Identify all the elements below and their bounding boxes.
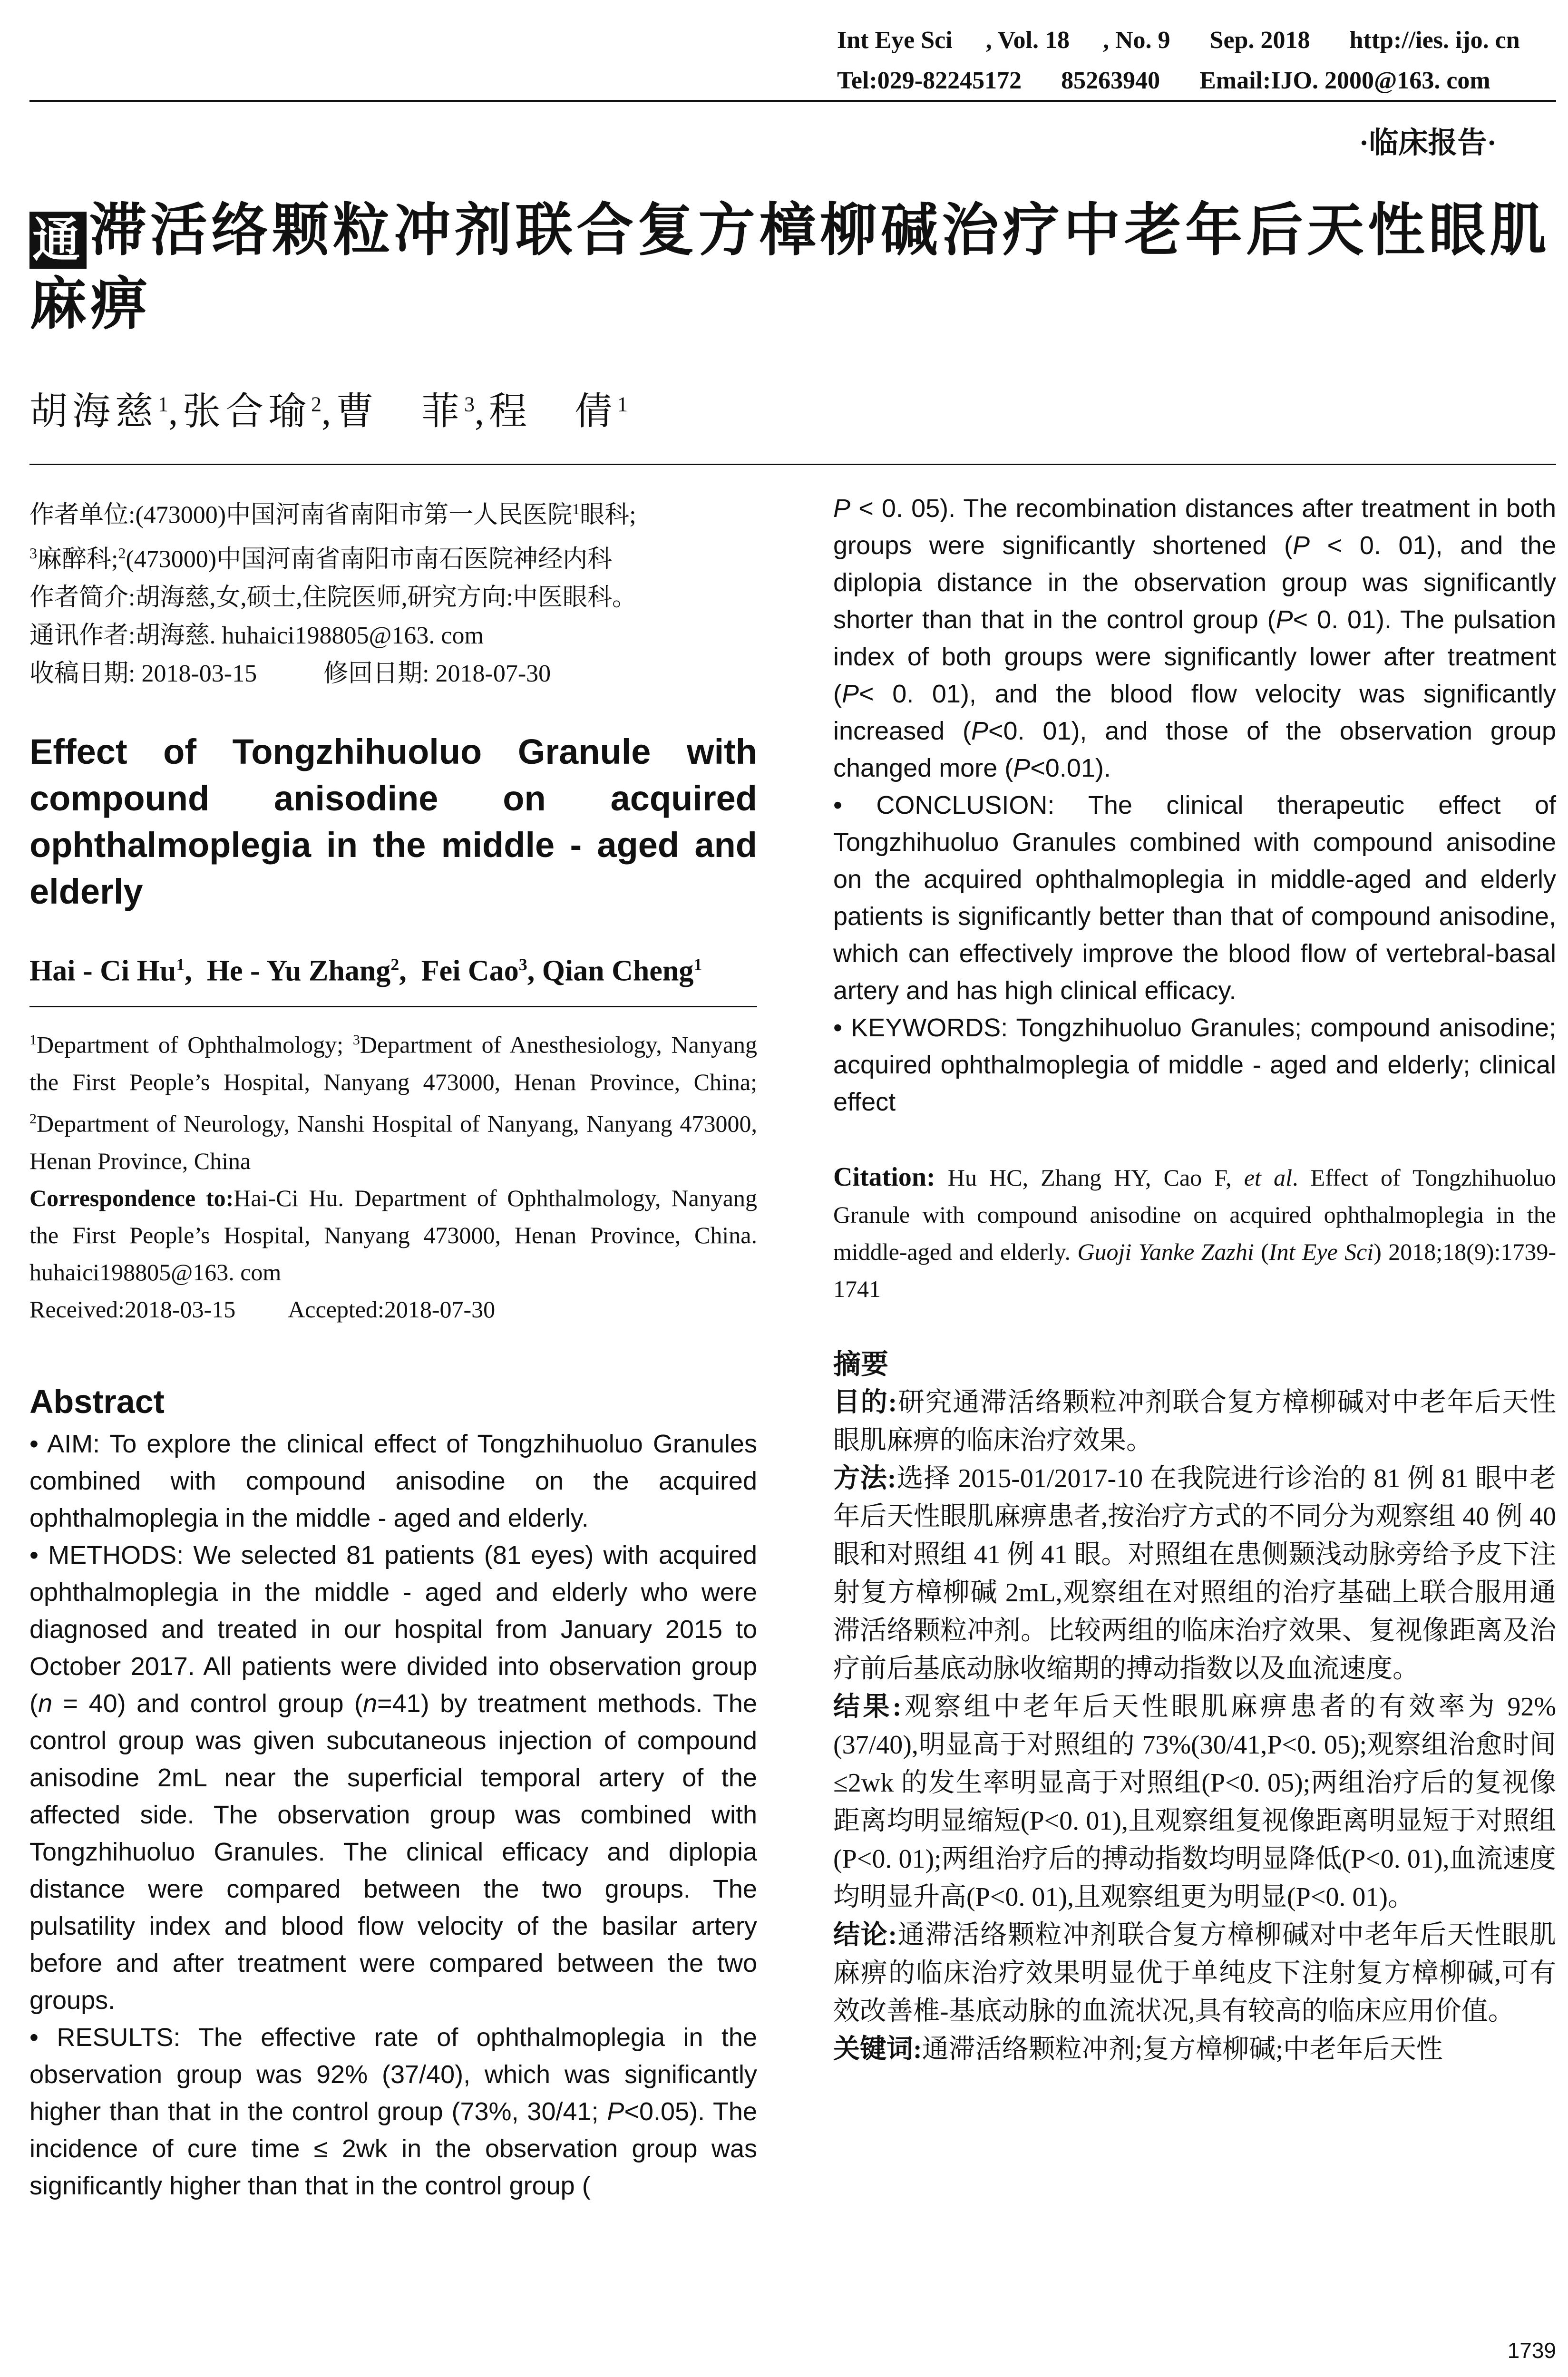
journal-header-line2 xyxy=(837,67,1555,95)
english-dates: Received:2018-03-15 Accepted:2018-07-30 xyxy=(29,1296,496,1323)
abstract-cn-aim: 目的:研究通滞活络颗粒冲剂联合复方樟柳碱对中老年后天性眼肌麻痹的临床治疗效果。 xyxy=(833,1388,1556,1455)
abstract-cn-keywords: 关键词:通滞活络颗粒冲剂;复方樟柳碱;中老年后天性 xyxy=(833,2035,1443,2064)
abstract-results-continued: P < 0. 05). The recombination distances after treatment in both groups were significantly shortened (P < 0. 01), and the diplopia distance in the observation group was significantly shorter than that in the control group (P< 0. 01). The pulsation index of both groups were significantly lower after treatment (P< 0. 01), and the blood flow velocity was significantly increased (P<0. 01), and those of the observation group changed more (P<0.01). xyxy=(833,494,1556,782)
abstract-aim: • AIM: To explore the clinical effect of Tongzhihuoluo Granules combined with compound anisodine on the acquired ophthalmoplegia in the middle - aged and elderly. xyxy=(29,1429,757,1532)
journal-url[interactable]: http://ies. ijo. cn xyxy=(1349,27,1520,54)
abstract-cn-heading: 摘要 xyxy=(833,1349,889,1380)
affiliation-rule xyxy=(29,1006,757,1007)
author-cn: 曹 菲 xyxy=(336,391,464,433)
abstract-results: • RESULTS: The effective rate of ophthalmoplegia in the observation group was 92% (37/40), which was significantly higher than that in the control group (73%, 30/41; P<0.05). The incidence of cure time ≤ 2wk in the observation group was significantly higher than that in the control group ( xyxy=(29,2023,757,2200)
abstract-conclusion: • CONCLUSION: The clinical therapeutic effect of Tongzhihuoluo Granules combined with compound anisodine on the acquired ophthalmoplegia in middle-aged and elderly patients is significantly better than that of compound anisodine, which can effectively improve the blood flow of vertebral-basal artery and has high clinical efficacy. xyxy=(833,791,1556,1005)
abstract-heading: Abstract xyxy=(29,1383,165,1420)
english-title: Effect of Tongzhihuoluo Granule with compound anisodine on acquired ophthalmoplegia in the middle - aged and elderly xyxy=(29,731,757,911)
abstract-cn-results: 结果:观察组中老年后天性眼肌麻痹患者的有效率为 92%(37/40),明显高于对照组的 73%(30/41,P<0. 05);观察组治愈时间≤2wk 的发生率明显高于对照组(P<0. 05);两组治疗后的复视像距离均明显缩短(P<0. 01),且观察组复视像距离明显短于对照组(P<0. 01);两组治疗后的搏动指数均明显降低(P<0. 01),血流速度均明显升高(P<0. 01),且观察组更为明显(P<0. 01)。 xyxy=(833,1692,1556,1912)
english-affiliations: $^1$Department of Ophthalmology; $^3$Department of Anesthesiology, Nanyang the First People’s Hospital, Nanyang 473000, Henan Province, China; $^2$Department of Neurology, Nanshi Hospital of Nanyang, Nanyang 473000, Henan Province, China xyxy=(29,1031,758,1174)
section-label: ·临床报告· xyxy=(1359,127,1497,159)
left-column xyxy=(29,490,757,2204)
abstract-cn-conclusion: 结论:通滞活络颗粒冲剂联合复方樟柳碱对中老年后天性眼肌麻痹的临床治疗效果明显优于单纯皮下注射复方樟柳碱,可有效改善椎-基底动脉的血流状况,具有较高的临床应用价值。 xyxy=(833,1920,1556,2026)
authors-cn: 胡海慈$^1$,张合瑜$^2$,曹 菲$^3$,程 倩$^1$ xyxy=(29,391,628,433)
page-number: 1739 xyxy=(1507,2338,1556,2363)
journal-name: Int Eye Sci , Vol. 18 , No. 9 Sep. 2018 xyxy=(837,27,1310,54)
dates-cn: 收稿日期: 2018-03-15 修回日期: 2018-07-30 xyxy=(29,660,551,687)
author-cn: 程 倩 xyxy=(489,391,617,433)
journal-tel2: 85263940 xyxy=(1061,67,1160,94)
affiliation-cn-line2: $^3$麻醉科;$^2$(473000)中国河南省南阳市南石医院神经内科 xyxy=(29,545,613,573)
article-title xyxy=(29,195,1551,339)
correspondence-cn: 通讯作者:胡海慈. huhaici198805@163. com xyxy=(29,622,484,649)
cn-info-block xyxy=(29,490,757,693)
english-authors: Hai - Ci Hu$^1$, He - Yu Zhang$^2$, Fei Cao$^3$, Qian Cheng$^1$ xyxy=(29,955,702,987)
affiliation-cn-line1: 作者单位:(473000)中国河南省南阳市第一人民医院$^1$眼科; xyxy=(29,500,636,529)
journal-email[interactable]: Email:IJO. 2000@163. com xyxy=(1199,67,1490,94)
authors-rule xyxy=(29,464,1556,465)
citation: Citation: Hu HC, Zhang HY, Cao F, et al. Effect of Tongzhihuoluo Granule with compound anisodine on acquired ophthalmoplegia in the middle-aged and elderly. Guoji Yanke Zazhi (Int Eye Sci) 2018;18(9):1739-1741 xyxy=(833,1162,1557,1302)
right-column xyxy=(833,490,1556,2068)
author-cn: 胡海慈 xyxy=(29,391,158,433)
abstract-methods: • METHODS: We selected 81 patients (81 eyes) with acquired ophthalmoplegia in the middle - aged and elderly who were diagnosed and treated in our hospital from January 2015 to October 2017. All patients were divided into observation group (n = 40) and control group (n=41) by treatment methods. The control group was given subcutaneous injection of compound anisodine 2mL near the superficial temporal artery of the affected side. The observation group was combined with Tongzhihuoluo Granules. The clinical efficacy and diplopia distance were compared between the two groups. The pulsatility index and blood flow velocity of the basilar artery before and after treatment were compared between the two groups. xyxy=(29,1540,758,2015)
journal-header-line1 xyxy=(837,26,1555,54)
author-bio-cn: 作者简介:胡海慈,女,硕士,住院医师,研究方向:中医眼科。 xyxy=(29,584,637,611)
english-correspondence: Correspondence to:Hai-Ci Hu. Department of Ophthalmology, Nanyang the First People’s Hospital, Nanyang 473000, Henan Province, China. huhaici198805@163. com xyxy=(29,1184,757,1286)
journal-tel: Tel:029-82245172 xyxy=(837,67,1022,94)
abstract-keywords: • KEYWORDS: Tongzhihuoluo Granules; compound anisodine; acquired ophthalmoplegia of middle - aged and elderly; clinical effect xyxy=(833,1013,1556,1116)
title-text: 滞活络颗粒冲剂联合复方樟柳碱治疗中老年后天性眼肌麻痹 xyxy=(29,198,1550,336)
header-rule xyxy=(29,100,1556,102)
author-cn: 张合瑜 xyxy=(183,391,311,433)
abstract-cn-methods: 方法:选择 2015-01/2017-10 在我院进行诊治的 81 例 81 眼中老年后天性眼肌麻痹患者,按治疗方式的不同分为观察组 40 例 40 眼和对照组 41 例 41 眼。对照组在患侧颞浅动脉旁给予皮下注射复方樟柳碱 2mL,观察组在对照组的治疗基础上联合服用通滞活络颗粒冲剂。比较两组的临床治疗效果、复视像距离及治疗前后基底动脉收缩期的搏动指数以及血流速度。 xyxy=(833,1464,1556,1684)
title-initial-mark: 通 xyxy=(29,212,87,269)
